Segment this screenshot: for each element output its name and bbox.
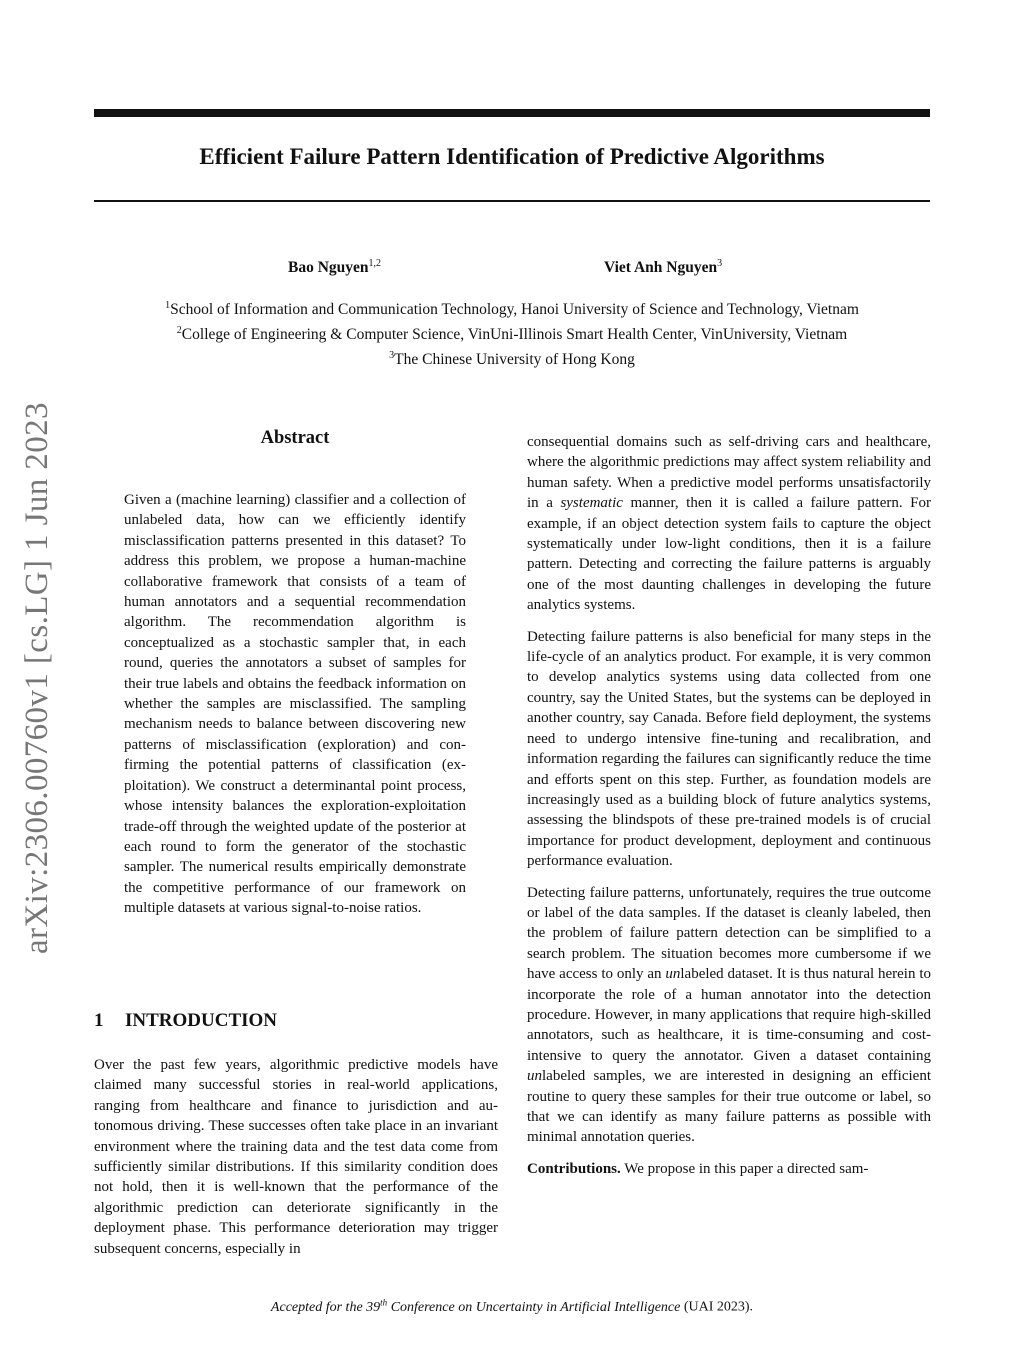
author-1	[288, 254, 381, 278]
affiliation-2	[94, 320, 930, 345]
right-paragraph-3-emphasis-1: un	[665, 966, 681, 983]
right-paragraph-3-emphasis-2: un	[527, 1068, 542, 1085]
right-paragraph-2: Detecting failure patterns is also beneficial for many steps in the life-cycle of an analytics product. For example, it is very common to develop analytics systems using data collected from one country, say the United States, but the systems can be deployed in another country, say Canada. Before field deployment, the systems need to undergo intensive fine-tuning and recalibration, and information regarding the failures can significantly reduce the time and efforts spent on this step. Further, as foundation models are increasingly used as a building block of future analytics systems, assessing the blindspots of these pre-trained models is of crucial importance for product development, deployment and continuous performance evaluation.	[527, 628, 931, 870]
section-heading-introduction	[94, 1009, 277, 1033]
right-paragraph-3-text-a: Detecting failure patterns, unfortunately, requires the true outcome or label of the data samples. If the dataset is cleanly labeled, then the problem of failure pattern detection can be simplified to a search problem. The situation becomes more cumbersome if we have access to only an	[527, 884, 931, 983]
contributions-label: Contributions.	[527, 1160, 621, 1177]
affiliation-3-mark: 3	[389, 350, 395, 362]
footer-prefix: Accepted for the 39	[270, 1299, 381, 1315]
affiliation-2-mark: 2	[176, 325, 182, 337]
title-top-rule	[94, 109, 930, 117]
section-number: 1	[94, 1010, 104, 1031]
affiliation-2-text: College of Engineering & Computer Science, VinUni-Illinois Smart Health Center, VinUniversity, Vietnam	[181, 326, 848, 344]
right-column	[527, 432, 931, 1190]
right-paragraph-1-text-b: manner, then it is called a failure pattern. For example, if an object detection system fails to capture the object systematically under low-light conditions, then it is a failure pattern. Detecting and correcting the failure patterns is arguably one of the most daunting challenges in developing the future analytics systems.	[527, 495, 932, 614]
paper-title: Efficient Failure Pattern Identification of Predictive Algorithms	[199, 144, 825, 169]
right-paragraph-3-text-c: labeled samples, we are interested in designing an efficient routine to query these samples for their true outcome or label, so that we can identify as many failure patterns as possible with minimal annotation queries.	[527, 1068, 931, 1146]
affiliation-1	[94, 295, 930, 320]
affiliation-1-mark: 1	[165, 300, 171, 311]
intro-paragraph-1: Over the past few years, algorithmic predictive models have claimed many successful stories in real-world applications, ranging from healthcare and finance to jurisdiction and autonomous driving. These successes often take place in an invariant environment where the training data and the test data come from sufficiently similar distributions. If this similarity condition does not hold, then it is well-known that the performance of the algorithmic prediction can deteriorate significantly in the deployment phase. This performance deterioration may trigger subsequent concerns, especially in	[94, 1057, 498, 1257]
affiliations	[94, 295, 930, 370]
arxiv-identifier-stamp: arXiv:2306.00760v1 [cs.LG] 1 Jun 2023	[19, 402, 55, 954]
right-paragraph-3-text-b: labeled dataset. It is thus natural herein to incorporate the role of a human annotator into the detection procedure. However, in many applications that require high-skilled annotators, such as healthcare, it is time-consuming and cost-intensive to query the annotator. Given a dataset containing	[527, 966, 931, 1064]
right-paragraph-3	[527, 883, 931, 1148]
author-1-affil-mark: 1,2	[368, 258, 382, 269]
abstract-heading: Abstract	[260, 428, 330, 448]
section-title: INTRODUCTION	[125, 1010, 278, 1031]
title-bottom-rule	[94, 200, 930, 202]
contributions-text: We propose in this paper a directed sam-	[620, 1160, 869, 1177]
author-2-affil-mark: 3	[717, 258, 723, 269]
right-paragraph-1-text-a: consequential domains such as self-driving cars and healthcare, where the algorithmic predictions may affect system reliability and human safety. When a predictive model performs unsatisfactorily in a	[527, 434, 931, 512]
footer-ordinal: th	[380, 1297, 388, 1307]
affiliation-3-text: The Chinese University of Hong Kong	[394, 351, 635, 369]
footer-suffix: (UAI 2023).	[680, 1299, 754, 1315]
footer-venue: Conference on Uncertainty in Artificial Intelligence	[387, 1299, 681, 1315]
right-paragraph-1	[527, 432, 931, 616]
affiliation-1-text: School of Information and Communication Technology, Hanoi University of Science and Technology, Vietnam	[170, 301, 859, 319]
abstract-body: Given a (machine learning) classifier and a collection of unlabeled data, how can we efficiently identify misclassification patterns presented in this dataset? To address this problem, we propose a human-machine collaborative framework that consists of a team of human annotators and a sequential recommendation algorithm. The recommendation algorithm is conceptualized as a stochastic sampler that, in each round, queries the annotators a subset of samples for their true labels and obtains the feedback information on whether the samples are misclassified. The sampling mechanism needs to balance between discovering new patterns of misclassification (exploration) and confirming the potential patterns of classification (exploitation). We construct a determinantal point process, whose intensity balances the exploration-exploitation trade-off through the weighted update of the posterior at each round to form the generator of the stochastic sampler. The numerical results empirically demonstrate the competitive performance of our framework on multiple datasets at various signal-to-noise ratios.	[124, 492, 466, 917]
affiliation-3	[94, 345, 930, 370]
right-paragraph-1-emphasis: systematic	[560, 495, 623, 512]
contributions-paragraph	[527, 1159, 931, 1179]
author-1-name: Bao Nguyen	[288, 259, 369, 277]
author-2-name: Viet Anh Nguyen	[604, 259, 718, 277]
footer-acceptance-note	[94, 1293, 930, 1317]
author-2	[604, 254, 722, 278]
